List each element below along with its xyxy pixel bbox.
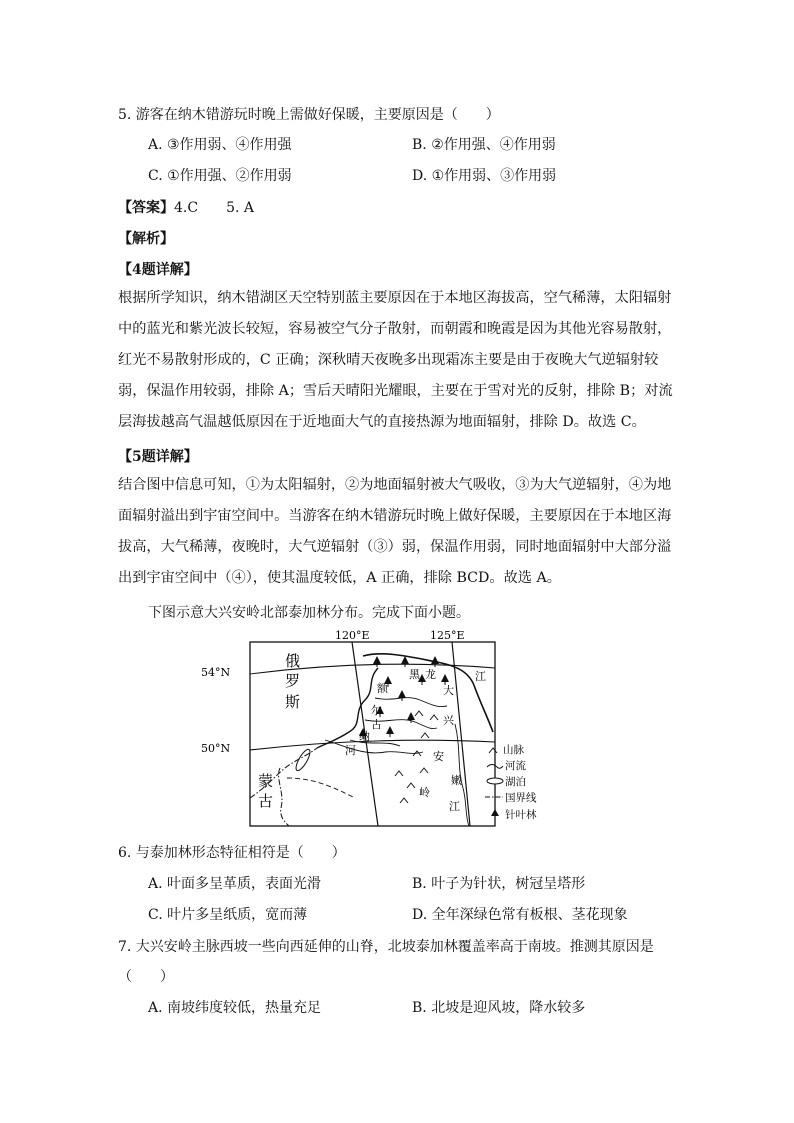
lat-label-50: 50°N bbox=[201, 742, 231, 755]
conifer-icon bbox=[398, 690, 406, 701]
detail-5-line: 面辐射溢出到宇宙空间中。当游客在纳木错游玩时晚上做好保暖，主要原因在于本地区海 bbox=[118, 508, 672, 524]
conifer-icon bbox=[401, 656, 409, 667]
legend-label: 河流 bbox=[505, 760, 526, 772]
analysis-label: 【解析】 bbox=[118, 231, 174, 247]
q5-option-d: D. ①作用弱、③作用弱 bbox=[412, 168, 557, 184]
mountain-icon bbox=[400, 798, 408, 803]
mountain-icon bbox=[421, 733, 429, 738]
question-6-stem: 6. 与泰加林形态特征相符是（ ） bbox=[118, 845, 346, 861]
q6-option-c: C. 叶片多呈纸质，宽而薄 bbox=[148, 907, 308, 923]
lon-label-120: 120°E bbox=[335, 629, 370, 642]
russia-char: 罗 bbox=[285, 672, 301, 690]
detail-4-line: 根据所学知识，纳木错湖区天空特别蓝主要原因在于本地区海拔高，空气稀薄，太阳辐射 bbox=[118, 290, 672, 306]
question-7-stem: 7. 大兴安岭主脉西坡一些向西延伸的山脊，北坡泰加林覆盖率高于南坡。推测其原因是 bbox=[118, 939, 654, 955]
mountain-icon bbox=[407, 783, 415, 788]
lon-label-125: 125°E bbox=[430, 629, 465, 642]
detail-4-body bbox=[118, 283, 678, 438]
national-border bbox=[287, 778, 355, 798]
mongolia-char: 蒙 bbox=[258, 772, 274, 790]
russia-char: 斯 bbox=[285, 693, 301, 711]
detail-4-heading: 【4题详解】 bbox=[118, 262, 198, 278]
legend-lake-icon bbox=[487, 778, 503, 784]
q7-option-a: A. 南坡纬度较低，热量充足 bbox=[148, 1000, 322, 1016]
legend-label: 山脉 bbox=[503, 744, 524, 756]
mountain-icon bbox=[430, 715, 438, 720]
place-char: 嫩 bbox=[451, 774, 462, 787]
legend-conifer-icon bbox=[491, 809, 499, 819]
legend-label: 国界线 bbox=[505, 792, 537, 804]
river bbox=[375, 698, 447, 707]
detail-5-heading: 【5题详解】 bbox=[118, 449, 198, 465]
taiga-map bbox=[201, 628, 537, 833]
mountain-symbols bbox=[395, 711, 438, 803]
question-5-stem: 5. 游客在纳木错游玩时晚上需做好保暖，主要原因是（ ） bbox=[118, 107, 500, 123]
mongolia-char: 古 bbox=[258, 792, 274, 810]
place-char: 兴 bbox=[443, 714, 454, 727]
detail-4-line: 弱，保温作用较弱，排除 A；雪后天晴阳光耀眼，主要在于雪对光的反射，排除 B；对流 bbox=[118, 383, 673, 399]
map-legend bbox=[485, 743, 537, 821]
place-char: 河 bbox=[345, 744, 356, 757]
russia-char: 俄 bbox=[285, 652, 301, 670]
mountain-icon bbox=[420, 768, 428, 773]
q6-option-b: B. 叶子为针状，树冠呈塔形 bbox=[412, 876, 586, 892]
place-char: 尔 bbox=[371, 704, 382, 717]
place-char: 岭 bbox=[419, 786, 430, 799]
place-char: 江 bbox=[449, 800, 460, 813]
mountain-icon bbox=[415, 711, 423, 716]
mountain-icon bbox=[395, 771, 403, 776]
place-char: 纳 bbox=[359, 730, 370, 743]
conifer-icon bbox=[373, 656, 381, 667]
detail-4-line: 中的蓝光和紫光波长较短，容易被空气分子散射，而朝霞和晚霞是因为其他光容易散射， bbox=[118, 321, 672, 337]
detail-5-line: 拔高，大气稀薄，夜晚时，大气逆辐射（③）弱，保温作用弱，同时地面辐射中大部分溢 bbox=[118, 539, 672, 555]
detail-5-body bbox=[118, 470, 678, 594]
detail-5-line: 出到宇宙空间中（④），使其温度较低，A 正确，排除 BCD。故选 A。 bbox=[118, 570, 561, 586]
q7-option-b: B. 北坡是迎风坡，降水较多 bbox=[412, 1000, 586, 1016]
legend-mountain-icon bbox=[489, 748, 497, 753]
conifer-icon bbox=[386, 726, 394, 737]
place-char: 古 bbox=[371, 718, 382, 731]
legend-label: 针叶林 bbox=[505, 809, 537, 821]
detail-4-line: 层海拔越高气温越低原因在于近地面大气的直接热源为地面辐射，排除 D。故选 C。 bbox=[118, 414, 646, 430]
detail-5-line: 结合图中信息可知，①为太阳辐射，②为地面辐射被大气吸收，③为大气逆辐射，④为地 bbox=[118, 477, 672, 493]
place-char: 大 bbox=[443, 684, 454, 697]
answer-text: 4.C 5. A bbox=[174, 200, 254, 216]
place-char: 黑 bbox=[409, 668, 420, 681]
answer-line bbox=[118, 197, 254, 217]
detail-4-line: 红光不易散射形成的，C 正确；深秋晴天夜晚多出现霜冻主要是由于夜晚大气逆辐射较 bbox=[118, 352, 659, 368]
map-intro: 下图示意大兴安岭北部泰加林分布。完成下面小题。 bbox=[148, 605, 470, 621]
national-border bbox=[279, 768, 289, 826]
place-char: 安 bbox=[433, 750, 444, 763]
place-char: 江 bbox=[475, 670, 486, 683]
lat-label-54: 54°N bbox=[201, 666, 231, 679]
q6-option-a: A. 叶面多呈革质，表面光滑 bbox=[148, 876, 322, 892]
q5-option-a: A. ③作用弱、④作用强 bbox=[148, 137, 292, 153]
answer-label: 【答案】 bbox=[118, 200, 174, 216]
place-char: 额 bbox=[377, 682, 388, 695]
place-char: 龙 bbox=[425, 668, 436, 681]
question-7-stem-cont: （ ） bbox=[118, 969, 174, 985]
q5-option-b: B. ②作用强、④作用弱 bbox=[412, 137, 556, 153]
q5-option-c: C. ①作用强、②作用弱 bbox=[148, 168, 292, 184]
q6-option-d: D. 全年深绿色常有板根、茎花现象 bbox=[412, 907, 628, 923]
legend-label: 湖泊 bbox=[505, 776, 526, 788]
